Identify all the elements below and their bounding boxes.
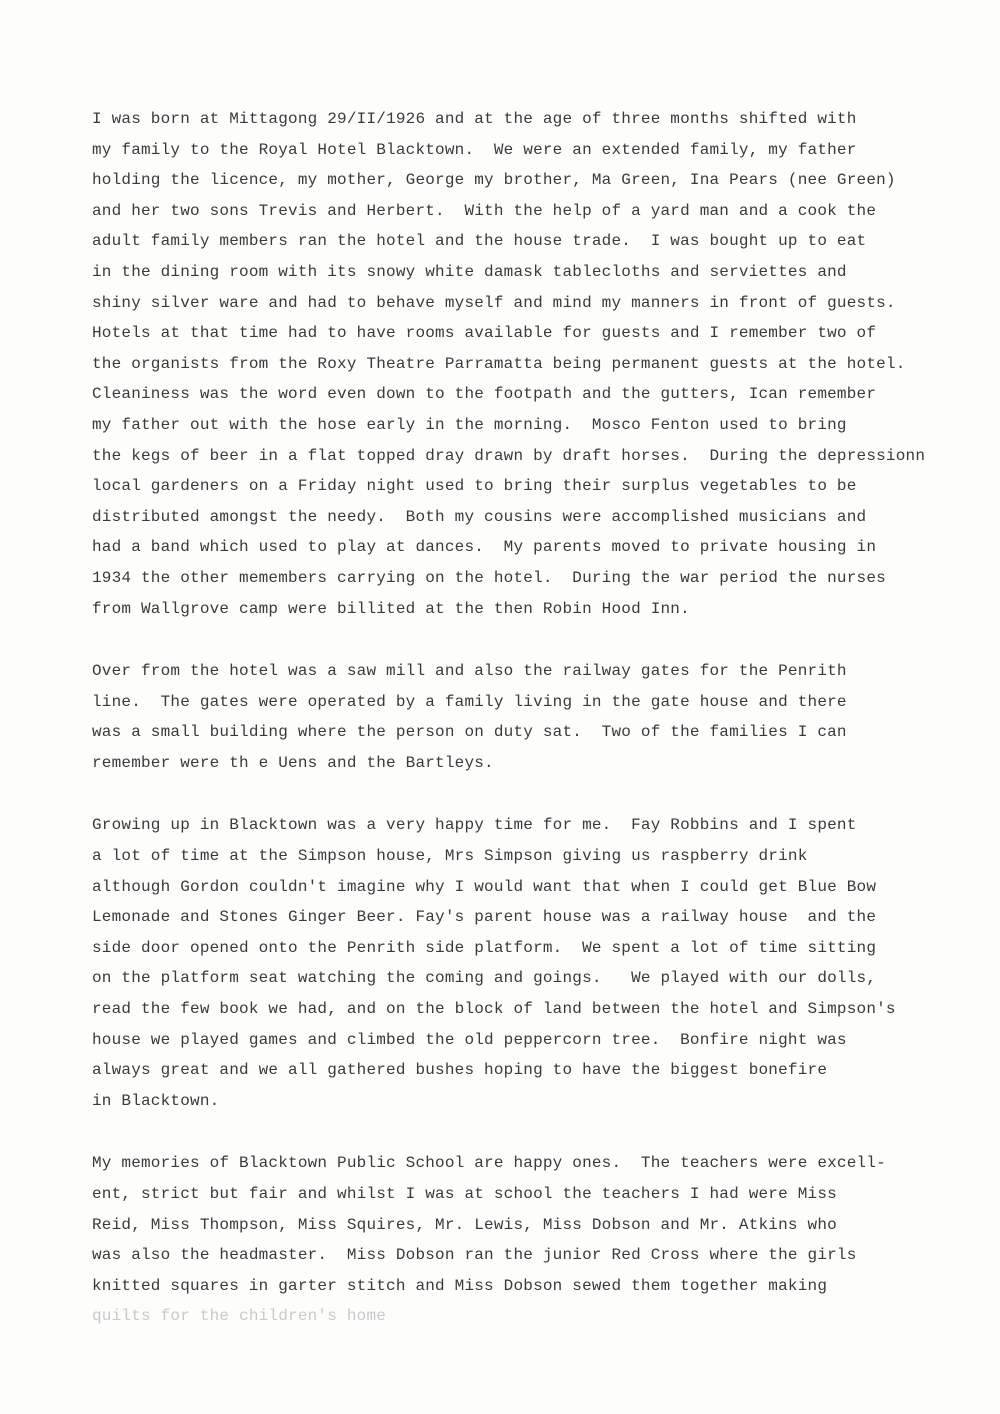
- text-line: in Blacktown.: [92, 1091, 220, 1110]
- text-line: Hotels at that time had to have rooms available for guests and I remember two of: [92, 324, 877, 343]
- text-line: remember were th e Uens and the Bartleys.: [92, 753, 494, 772]
- text-line: a lot of time at the Simpson house, Mrs Simpson giving us raspberry drink: [92, 847, 808, 866]
- text-line: shiny silver ware and had to behave myself and mind my manners in front of guests.: [92, 293, 896, 312]
- text-line: had a band which used to play at dances. My parents moved to private housing in: [92, 538, 877, 557]
- text-line: distributed amongst the needy. Both my cousins were accomplished musicians and: [92, 507, 867, 526]
- text-line: in the dining room with its snowy white damask tablecloths and serviettes and: [92, 262, 847, 281]
- text-line: Reid, Miss Thompson, Miss Squires, Mr. Lewis, Miss Dobson and Mr. Atkins who: [92, 1215, 837, 1234]
- text-line: from Wallgrove camp were billited at the then Robin Hood Inn.: [92, 599, 690, 618]
- text-line: side door opened onto the Penrith side platform. We spent a lot of time sitting: [92, 938, 877, 957]
- text-line: local gardeners on a Friday night used to bring their surplus vegetables to be: [92, 477, 857, 496]
- text-line: Lemonade and Stones Ginger Beer. Fay's parent house was a railway house and the: [92, 908, 877, 927]
- text-line: My memories of Blacktown Public School are happy ones. The teachers were excell-: [92, 1154, 886, 1173]
- text-line: holding the licence, my mother, George my brother, Ma Green, Ina Pears (nee Green): [92, 171, 896, 190]
- text-line: knitted squares in garter stitch and Miss Dobson sewed them together making: [92, 1276, 828, 1295]
- text-line: line. The gates were operated by a family living in the gate house and there: [92, 692, 847, 711]
- text-line: was a small building where the person on duty sat. Two of the families I can: [92, 723, 847, 742]
- text-line: although Gordon couldn't imagine why I would want that when I could get Blue Bow: [92, 877, 877, 896]
- text-line: my family to the Royal Hotel Blacktown. We were an extended family, my father: [92, 140, 857, 159]
- text-line: my father out with the hose early in the morning. Mosco Fenton used to bring: [92, 415, 847, 434]
- text-line: and her two sons Trevis and Herbert. With the help of a yard man and a cook the: [92, 201, 877, 220]
- text-line: Cleaniness was the word even down to the footpath and the gutters, Ican remember: [92, 385, 877, 404]
- text-line: I was born at Mittagong 29/II/1926 and at the age of three months shifted with: [92, 110, 857, 128]
- text-line: the organists from the Roxy Theatre Parramatta being permanent guests at the hotel.: [92, 354, 906, 373]
- text-line: ent, strict but fair and whilst I was at school the teachers I had were Miss: [92, 1185, 837, 1203]
- paragraph-royal-hotel: [92, 104, 972, 624]
- text-line: adult family members ran the hotel and the house trade. I was bought up to eat: [92, 232, 867, 251]
- text-line: the kegs of beer in a flat topped dray drawn by draft horses. During the depressionn: [92, 446, 926, 465]
- text-line: 1934 the other memembers carrying on the hotel. During the war period the nurses: [92, 568, 886, 587]
- faded-text-line: quilts for the children's home: [92, 1307, 387, 1326]
- paragraph-public-school: [92, 1148, 972, 1332]
- paragraph-saw-mill: [92, 656, 972, 778]
- text-line: Growing up in Blacktown was a very happy time for me. Fay Robbins and I spent: [92, 816, 857, 835]
- text-line: on the platform seat watching the coming and goings. We played with our dolls,: [92, 969, 877, 988]
- typed-memoir-text: [92, 104, 972, 1364]
- text-line: read the few book we had, and on the block of land between the hotel and Simpson's: [92, 1000, 896, 1019]
- text-line: always great and we all gathered bushes hoping to have the biggest bonefire: [92, 1061, 828, 1080]
- paragraph-growing-up: [92, 810, 972, 1116]
- text-line: was also the headmaster. Miss Dobson ran the junior Red Cross where the girls: [92, 1246, 857, 1265]
- text-line: Over from the hotel was a saw mill and also the railway gates for the Penrith: [92, 662, 847, 681]
- text-line: house we played games and climbed the old peppercorn tree. Bonfire night was: [92, 1030, 847, 1049]
